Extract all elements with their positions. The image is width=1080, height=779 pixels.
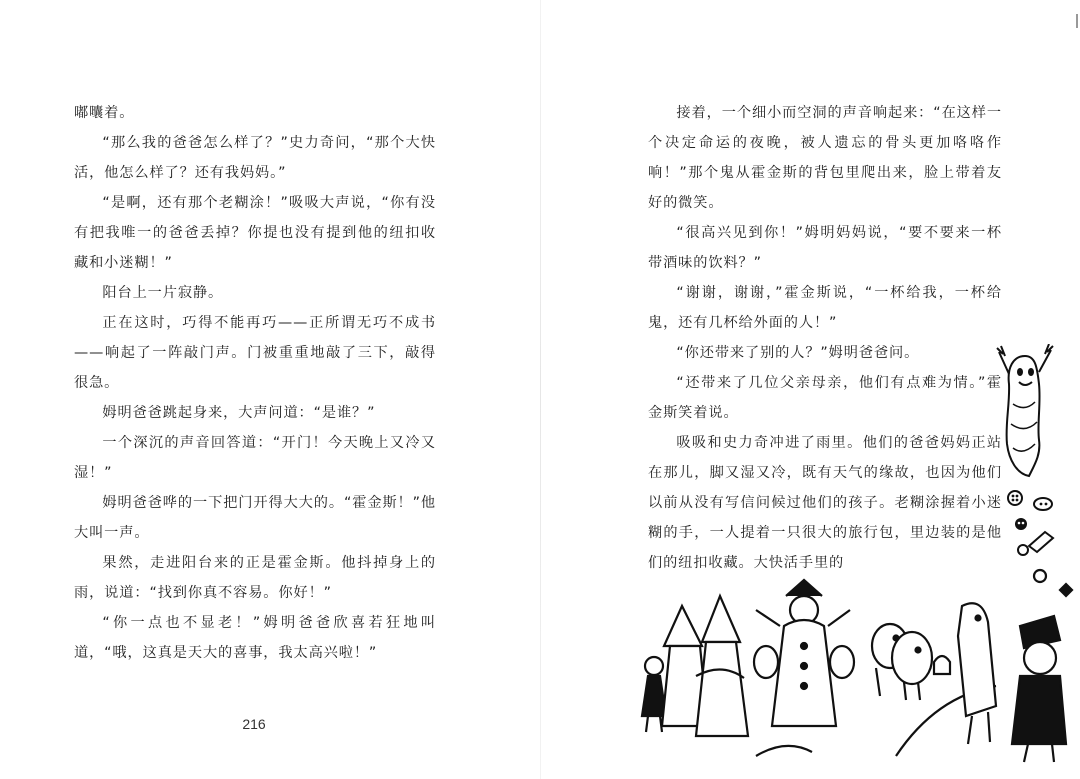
paragraph: 吸吸和史力奇冲进了雨里。他们的爸爸妈妈正站在那儿，脚又湿又冷，既有天气的缘故，也因为他们以前从没有写信问候过他们的孩子。老糊涂握着小迷糊的手，一人提着一只很大的旅行包，里边装的是他们的纽扣收藏。大快活手里的 [648, 435, 1002, 571]
paragraph: 阳台上一片寂静。 [102, 285, 224, 301]
paragraph: 接着，一个细小而空洞的声音响起来：“在这样一个决定命运的夜晚，被人遗忘的骨头更加咯咯作响！”那个鬼从霍金斯的背包里爬出来，脸上带着友好的微笑。 [648, 105, 1002, 211]
left-text-column [74, 98, 436, 668]
paragraph: 姆明爸爸哗的一下把门开得大大的。“霍金斯！”他大叫一声。 [74, 495, 436, 541]
paragraph: “还带来了几位父亲母亲，他们有点难为情。”霍金斯笑着说。 [648, 375, 1002, 421]
paragraph: “你还带来了别的人？”姆明爸爸问。 [676, 345, 920, 361]
right-page [541, 0, 1080, 779]
paragraph: “很高兴见到你！”姆明妈妈说，“要不要来一杯带酒味的饮料？” [648, 225, 1002, 271]
right-text-column [648, 98, 1002, 578]
paragraph: 正在这时，巧得不能再巧——正所谓无巧不成书——响起了一阵敲门声。门被重重地敲了三下，敲得很急。 [74, 315, 436, 391]
paragraph: “你一点也不显老！”姆明爸爸欣喜若狂地叫道，“哦，这真是天大的喜事，我太高兴啦！” [74, 615, 436, 661]
page-number: 216 [242, 716, 266, 732]
buttons-illustration [1003, 486, 1063, 562]
paragraph: “是啊，还有那个老糊涂！”吸吸大声说，“你有没有把我唯一的爸爸丢掉？你提也没有提到他的纽扣收藏和小迷糊！” [74, 195, 436, 271]
paragraph: “谢谢，谢谢，”霍金斯说，“一杯给我，一杯给鬼，还有几杯给外面的人！” [648, 285, 1002, 331]
characters-group-illustration [636, 566, 1076, 766]
paragraph: 果然，走进阳台来的正是霍金斯。他抖掉身上的雨，说道：“找到你真不容易。你好！” [74, 555, 436, 601]
paragraph: 姆明爸爸跳起身来，大声问道：“是谁？” [102, 405, 376, 421]
paragraph: 一个深沉的声音回答道：“开门！今天晚上又冷又湿！” [74, 435, 436, 481]
page-edge-mark [1076, 14, 1078, 28]
ghost-illustration [995, 344, 1055, 484]
paragraph: 嘟囔着。 [74, 105, 135, 121]
paragraph: “那么我的爸爸怎么样了？”史力奇问，“那个大快活，他怎么样了？还有我妈妈。” [74, 135, 436, 181]
